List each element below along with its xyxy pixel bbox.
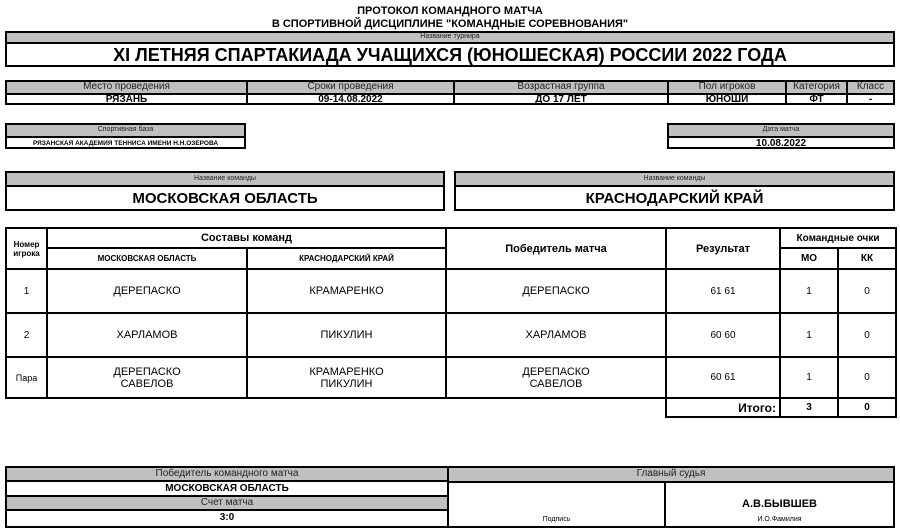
kk-points: 0 bbox=[838, 313, 896, 357]
category-label: Категория bbox=[787, 82, 846, 95]
player-no: Пара bbox=[6, 357, 47, 398]
class-label: Класс bbox=[848, 82, 893, 95]
match-date-value: 10.08.2022 bbox=[755, 138, 807, 149]
info-row bbox=[5, 80, 895, 105]
dates-cell bbox=[248, 82, 455, 103]
chief-referee-label: Главный судья bbox=[449, 468, 893, 483]
document-subtitle: В СПОРТИВНОЙ ДИСЦИПЛИНЕ "КОМАНДНЫЕ СОРЕВНОВАНИЯ" bbox=[271, 18, 629, 30]
team-winner-section bbox=[7, 468, 449, 526]
referee-section bbox=[449, 468, 893, 526]
team2-box bbox=[454, 171, 895, 211]
winner-header: Победитель матча bbox=[446, 228, 666, 269]
match-winner: ХАРЛАМОВ bbox=[446, 313, 666, 357]
total-mo: 3 bbox=[780, 398, 838, 417]
team1-pair-player1: ДЕРЕПАСКО bbox=[113, 365, 181, 378]
place-value: РЯЗАНЬ bbox=[105, 95, 148, 105]
pair-winner bbox=[446, 357, 666, 398]
gender-value: ЮНОШИ bbox=[705, 95, 749, 105]
category-cell bbox=[787, 82, 848, 103]
match-result: 60 61 bbox=[666, 357, 780, 398]
match-date-box bbox=[667, 123, 895, 149]
mo-header: МО bbox=[780, 248, 838, 269]
document-title: ПРОТОКОЛ КОМАНДНОГО МАТЧА bbox=[357, 5, 543, 17]
tournament-name: XI ЛЕТНЯЯ СПАРТАКИАДА УЧАЩИХСЯ (ЮНОШЕСКАЯ) РОССИИ 2022 ГОДА bbox=[113, 45, 787, 65]
team2-pair-player2: ПИКУЛИН bbox=[320, 377, 373, 390]
team2-player: ПИКУЛИН bbox=[247, 313, 446, 357]
dates-value: 09-14.08.2022 bbox=[318, 95, 383, 105]
category-value: ФТ bbox=[809, 95, 824, 105]
table-row bbox=[6, 357, 896, 398]
age-value: ДО 17 ЛЕТ bbox=[535, 95, 587, 105]
sports-base-value: РЯЗАНСКАЯ АКАДЕМИЯ ТЕННИСА ИМЕНИ Н.Н.ОЗЕРОВА bbox=[32, 140, 219, 147]
team2-name: КРАСНОДАРСКИЙ КРАЙ bbox=[585, 190, 764, 207]
total-label: Итого: bbox=[666, 398, 780, 417]
pair-winner-player1: ДЕРЕПАСКО bbox=[522, 365, 590, 378]
team1-name: МОСКОВСКАЯ ОБЛАСТЬ bbox=[132, 190, 318, 207]
team1-player: ДЕРЕПАСКО bbox=[47, 269, 247, 313]
team2-pair-player1: КРАМАРЕНКО bbox=[309, 365, 384, 378]
match-score-value: 3:0 bbox=[219, 512, 235, 523]
class-value: - bbox=[868, 95, 873, 105]
gender-label: Пол игроков bbox=[669, 82, 785, 95]
tournament-box bbox=[5, 31, 895, 67]
kk-points: 0 bbox=[838, 357, 896, 398]
age-label: Возрастная группа bbox=[455, 82, 667, 95]
mo-points: 1 bbox=[780, 269, 838, 313]
referee-name-cell bbox=[666, 481, 893, 526]
class-cell bbox=[848, 82, 893, 103]
kk-points: 0 bbox=[838, 269, 896, 313]
signature-label: Подпись bbox=[542, 516, 571, 523]
pair-winner-player2: САВЕЛОВ bbox=[529, 377, 583, 390]
tournament-label: Название турнира bbox=[7, 33, 893, 44]
team-winner-label: Победитель командного матча bbox=[7, 468, 447, 482]
team-winner-value: МОСКОВСКАЯ ОБЛАСТЬ bbox=[7, 482, 447, 497]
match-score-label: Счет матча bbox=[7, 497, 447, 511]
team1-label: Название команды bbox=[7, 173, 443, 187]
gender-cell bbox=[669, 82, 787, 103]
player-no: 1 bbox=[6, 269, 47, 313]
referee-name-label: И.О.Фамилия bbox=[757, 516, 802, 523]
team1-pair bbox=[47, 357, 247, 398]
team2-pair bbox=[247, 357, 446, 398]
team2-label: Название команды bbox=[456, 173, 893, 187]
match-winner: ДЕРЕПАСКО bbox=[446, 269, 666, 313]
total-kk: 0 bbox=[838, 398, 896, 417]
team-points-header: Командные очки bbox=[780, 228, 896, 248]
kk-header: КК bbox=[838, 248, 896, 269]
match-result: 60 60 bbox=[666, 313, 780, 357]
sports-base-box bbox=[5, 123, 246, 149]
empty-cell bbox=[6, 398, 666, 417]
table-row bbox=[6, 269, 896, 313]
player-no-header-line2: игрока bbox=[13, 248, 40, 258]
player-no-header-line1: Номер bbox=[13, 239, 40, 249]
player-no: 2 bbox=[6, 313, 47, 357]
team1-roster-header: МОСКОВСКАЯ ОБЛАСТЬ bbox=[47, 248, 247, 269]
team1-box bbox=[5, 171, 445, 211]
referee-name: А.В.БЫВШЕВ bbox=[742, 498, 817, 510]
match-date-label: Дата матча bbox=[669, 125, 893, 138]
match-table bbox=[5, 227, 897, 418]
summary-box bbox=[5, 466, 895, 528]
team1-pair-player2: САВЕЛОВ bbox=[120, 377, 174, 390]
rosters-header: Составы команд bbox=[47, 228, 446, 248]
dates-label: Сроки проведения bbox=[248, 82, 453, 95]
team2-player: КРАМАРЕНКО bbox=[247, 269, 446, 313]
team2-roster-header: КРАСНОДАРСКИЙ КРАЙ bbox=[247, 248, 446, 269]
table-row bbox=[6, 313, 896, 357]
mo-points: 1 bbox=[780, 357, 838, 398]
age-cell bbox=[455, 82, 669, 103]
signature-cell bbox=[449, 481, 666, 526]
match-result: 61 61 bbox=[666, 269, 780, 313]
team1-player: ХАРЛАМОВ bbox=[47, 313, 247, 357]
mo-points: 1 bbox=[780, 313, 838, 357]
player-no-header bbox=[6, 228, 47, 269]
sports-base-label: Спортивная база bbox=[7, 125, 244, 138]
place-label: Место проведения bbox=[7, 82, 246, 95]
place-cell bbox=[7, 82, 248, 103]
result-header: Результат bbox=[666, 228, 780, 269]
